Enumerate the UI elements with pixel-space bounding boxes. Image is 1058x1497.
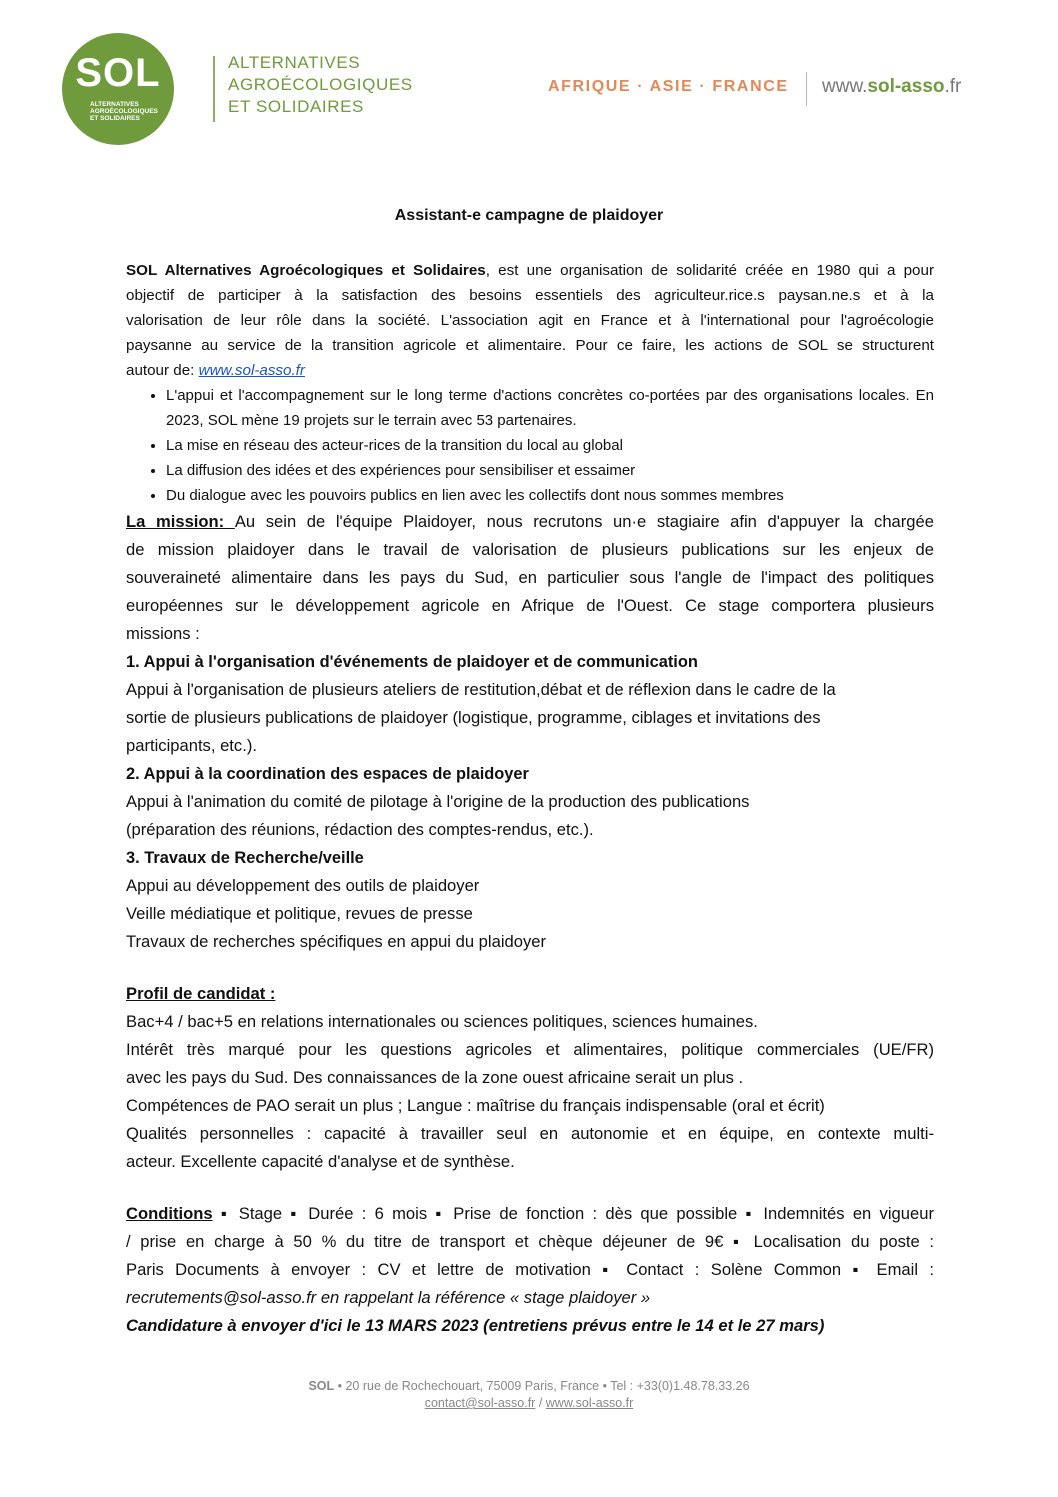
application-deadline: Candidature à envoyer d'ici le 13 MARS 2023 (entretiens prévus entre le 14 et le 27 mars)	[126, 1316, 825, 1335]
mission-section-2: 2. Appui à la coordination des espaces de plaidoyer Appui à l'animation du comité de pilotage à l'origine de la production des publications (préparation des réunions, rédaction des comptes-rendus, etc.).	[126, 760, 934, 844]
logo-wordmark: SOL	[75, 51, 161, 95]
regions-label: AFRIQUE · ASIE · FRANCE	[548, 78, 789, 95]
contact-email-line: recrutements@sol-asso.fr en rappelant la référence « stage plaidoyer »	[126, 1288, 651, 1307]
profile-section: Profil de candidat : Bac+4 / bac+5 en relations internationales ou sciences politiques, sciences humaines. Intérêt très marqué pour les questions agricoles et alimentaires, politique commerciales (UE/FR) avec les pays du Sud. Des connaissances de la zone ouest africaine serait un plus . Compétences de PAO serait un plus ; Langue : maîtrise du français indispensable (oral et écrit) Qualités personnelles : capacité à travailler seul en autonomie et en équipe, en contexte multi- acteur. Excellente capacité d'analyse et de synthèse.	[126, 984, 934, 1171]
mission-label: La mission:	[126, 512, 235, 531]
conditions-section: Conditions ▪ Stage ▪ Durée : 6 mois ▪ Prise de fonction : dès que possible ▪ Indemnités en vigueur / prise en charge à 50 % du titre de transport et chèque déjeuner de 9€ ▪ Localisation du poste : Paris Documents à envoyer : CV et lettre de motivation ▪ Contact : Solène Common ▪ Email : recrutements@sol-asso.fr en rappelant la référence « stage plaidoyer » Candidature à envoyer d'ici le 13 MARS 2023 (entretiens prévus entre le 14 et le 27 mars)	[126, 1200, 934, 1340]
section-heading: 3. Travaux de Recherche/veille	[126, 849, 364, 867]
section-heading: 2. Appui à la coordination des espaces de plaidoyer	[126, 765, 529, 783]
list-item: • La mise en réseau des acteur-rices de la transition du local au global	[166, 433, 934, 458]
org-name: SOL Alternatives Agroécologiques et Solidaires	[126, 262, 486, 279]
footer: SOL • 20 rue de Rochechouart, 75009 Paris, France • Tel : +33(0)1.48.78.33.26 contact@sol-asso.fr / www.sol-asso.fr	[0, 1378, 1058, 1412]
document-title: Assistant-e campagne de plaidoyer	[394, 207, 664, 224]
actions-list	[126, 383, 934, 508]
logo-tagline: ALTERNATIVES AGROÉCOLOGIQUES ET SOLIDAIRES	[90, 101, 158, 122]
header-divider	[806, 72, 807, 106]
list-item: • L'appui et l'accompagnement sur le long terme d'actions concrètes co-portées par des organisations locales. En 2023, SOL mène 19 projets sur le terrain avec 53 partenaires.	[166, 383, 934, 433]
footer-address: SOL • 20 rue de Rochechouart, 75009 Paris, France • Tel : +33(0)1.48.78.33.26	[308, 1379, 750, 1393]
brand-divider	[213, 56, 215, 122]
intro-paragraph: SOL Alternatives Agroécologiques et Solidaires, est une organisation de solidarité créée en 1980 qui a pour objectif de participer à la satisfaction des besoins essentiels des agriculteur.rice.s paysan.ne.s et à la valorisation de leur rôle dans la société. L'association agit en France et à l'international pour l'agroécologie paysanne au service de la transition agricole et alimentaire. Pour ce faire, les actions de SOL se structurent autour de: www.sol-asso.fr	[126, 262, 935, 379]
list-item: • La diffusion des idées et des expériences pour sensibiliser et essaimer	[166, 458, 934, 483]
sol-website-link[interactable]: www.sol-asso.fr	[198, 362, 305, 379]
conditions-label: Conditions	[126, 1204, 213, 1223]
footer-email-link[interactable]: contact@sol-asso.fr	[424, 1396, 536, 1410]
mission-section-3: 3. Travaux de Recherche/veille Appui au développement des outils de plaidoyer Veille médiatique et politique, revues de presse Travaux de recherches spécifiques en appui du plaidoyer	[126, 844, 934, 956]
document-body	[126, 258, 934, 1340]
section-heading: 1. Appui à l'organisation d'événements de plaidoyer et de communication	[126, 653, 698, 671]
mission-paragraph: La mission: Au sein de l'équipe Plaidoyer, nous recrutons un·e stagiaire afin d'appuyer la chargée de mission plaidoyer dans le travail de valorisation de plusieurs publications sur les enjeux de souveraineté alimentaire dans les pays du Sud, en particulier sous l'angle de l'impact des politiques européennes sur le développement agricole en Afrique de l'Ouest. Ce stage comportera plusieurs missions :	[126, 512, 934, 643]
footer-website-link[interactable]: www.sol-asso.fr	[545, 1396, 634, 1410]
mission-section-1: 1. Appui à l'organisation d'événements de plaidoyer et de communication Appui à l'organisation de plusieurs ateliers de restitution,débat et de réflexion dans le cadre de la sortie de plusieurs publications de plaidoyer (logistique, programme, ciblages et invitations des participants, etc.).	[126, 648, 934, 760]
list-item: • Du dialogue avec les pouvoirs publics en lien avec les collectifs dont nous sommes membres	[166, 483, 934, 508]
sol-logo	[62, 33, 174, 145]
brand-name: ALTERNATIVES AGROÉCOLOGIQUES ET SOLIDAIRES	[228, 53, 413, 116]
profile-label: Profil de candidat :	[126, 984, 276, 1003]
header-website-link[interactable]: www.sol-asso.fr	[822, 76, 962, 97]
